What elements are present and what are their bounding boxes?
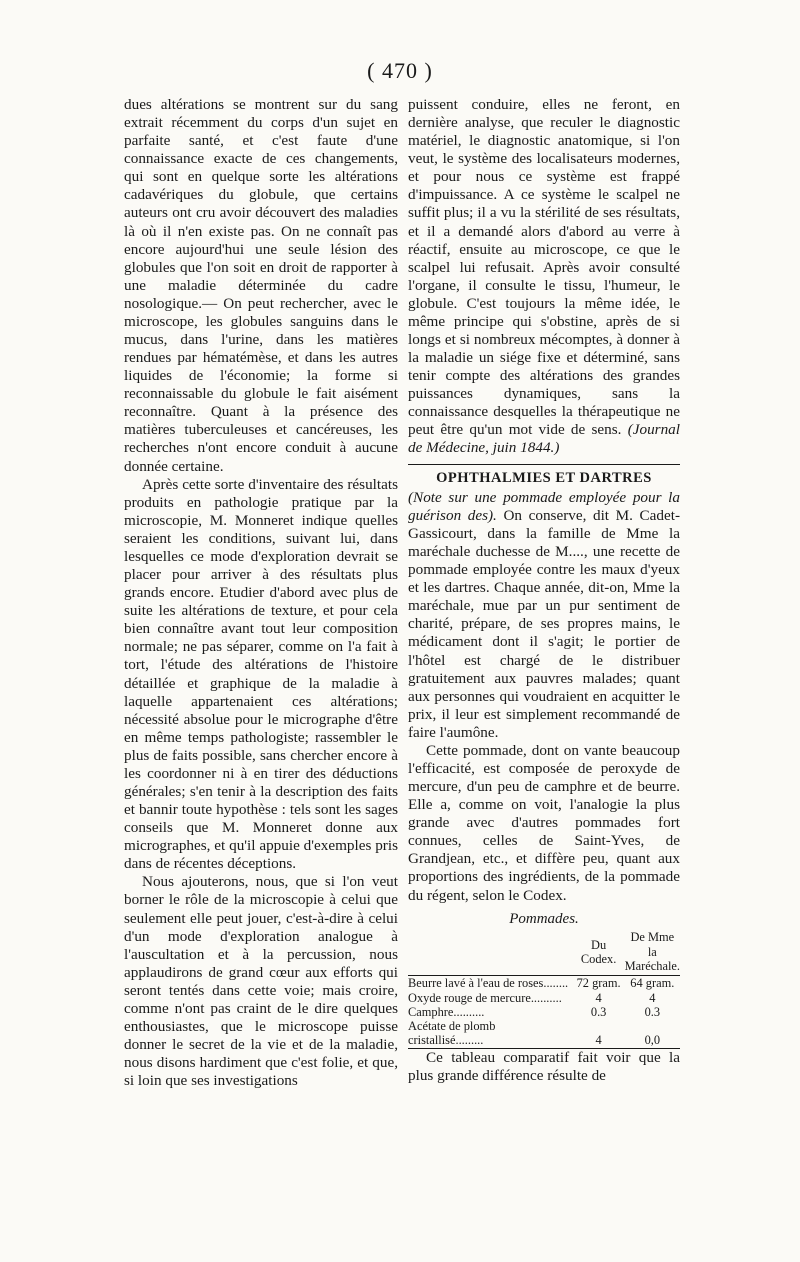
codex-value: 0.3 xyxy=(590,1004,607,1019)
recipe-table xyxy=(408,930,680,1048)
table-row xyxy=(408,976,680,990)
table-col-codex: Du Codex. xyxy=(580,937,617,966)
codex-value: 4 xyxy=(595,990,602,1005)
section-title: OPHTHALMIES ET DARTRES xyxy=(408,464,680,487)
codex-value: 72 gram. xyxy=(576,976,621,991)
journal-citation: (Journal de Médecine, juin 1844.) xyxy=(408,421,680,457)
left-paragraph-2: Après cette sorte d'inventaire des résultats produits en pathologie pratique par la microscopie, M. Monneret indique quelles seraient les conditions, suivant lui, dans lesquelles ce mode d'exploration devrait se placer pour arriver à des résultats plus grands encore. Etudier d'abord avec plus de suite les altérations de texture, et pour cela bien connaître avant tout leur composition normale; ne pas séparer, comme on l'a fait à tort, l'étude des altérations de l'histoire détaillée et graphique de la maladie à laquelle appartenaient ces altérations; nécessité absolue pour le micrographe d'être en même temps pathologiste; rassembler le plus de faits possible, sans chercher encore à les coordonner ni à en tirer des déductions générales; s'en tenir à la description des faits et bannir toute hypothèse : tels sont les sages conseils que M. Monneret donne aux micrographes, et qu'il appuie d'exemples pris dans de récentes déceptions. xyxy=(124,475,398,873)
ingredient: Camphre.......... xyxy=(408,1004,485,1019)
section-body-text: On conserve, dit M. Cadet-Gassicourt, dans la famille de Mme la maréchale duchesse de M...., une recette de pommade employée contre les maux d'yeux et les dartres. Chaque année, dit-on, Mme la maréchale, mue par un pur sentiment de charité, prépare, de ses propres mains, le médicament dont il s'agit; le portier de l'hôtel est chargé de le distribuer gratuitement aux pauvres malades; quant aux personnes qui voudraient en acquitter le prix, il leur est simplement recommandé de faire l'aumône. xyxy=(408,506,681,741)
section-body xyxy=(408,489,680,742)
left-column xyxy=(124,96,398,1090)
table-header-row xyxy=(408,930,680,975)
marechale-value: 0.3 xyxy=(644,1004,661,1019)
marechale-value: 4 xyxy=(649,990,656,1005)
left-paragraph-1: dues altérations se montrent sur du sang extrait récemment du corps d'un sujet en parfaite santé, et c'est faute d'une connaissance exacte de ces changements, qui sont en quelque sorte les altérations cadavériques du globule, que certains auteurs ont cru avoir découvert des maladies là où il n'en existe pas. On ne connaît pas encore aujourd'hui une seule lésion des globules que l'on soit en droit de rapporter à une maladie déterminée du cadre nosologique.— On peut rechercher, avec le microscope, les globules sanguins dans le mucus, dans l'urine, dans les matières rendues par hématémèse, et dans les autres liquides de l'économie; la forme si reconnaissable du globule le fait aisément reconnaître. Quant à la présence des matières tuberculeuses et cancéreuses, les recherches n'ont encore conduit à aucune donnée certaine. xyxy=(124,96,398,475)
right-paragraph-3: Ce tableau comparatif fait voir que la plus grande différence résulte de xyxy=(408,1048,680,1084)
right-paragraph-2: Cette pommade, dont on vante beaucoup l'efficacité, est composée de peroxyde de mercure, d'un peu de camphre et de beurre. Elle a, comme on voit, l'analogie la plus grande avec d'autres pommades fort connues, celles de Saint-Yves, de Grandjean, etc., et diffère peu, quant aux proportions des ingrédients, de la pommade du régent, selon le Codex. xyxy=(408,741,680,904)
codex-value: 4 xyxy=(595,1033,602,1048)
marechale-value: 64 gram. xyxy=(630,976,675,991)
left-paragraph-3: Nous ajouterons, nous, que si l'on veut borner le rôle de la microscopie à celui que seulement elle peut jouer, c'est-à-dire à celui d'un mode d'exploration analogue à l'auscultation et à la percussion, nous applaudirons de grand cœur aux efforts qui seront tentés dans cette voie; mais croire, comme n'ont pas craint de le dire quelques enthousiastes, que le microscope puisse donner le secret de la vie et de la maladie, nous disons hardiment que c'est folie, et que, si loin que ses investigations xyxy=(124,873,398,1090)
page-number: ( 470 ) xyxy=(367,58,433,83)
ingredient: Beurre lavé à l'eau de roses........ xyxy=(408,976,569,991)
table-row xyxy=(408,1019,680,1048)
table-row xyxy=(408,1005,680,1019)
right-paragraph-1-text: puissent conduire, elles ne feront, en dernière analyse, que reculer le diagnostic matériel, le diagnostic anatomique, si l'on veut, le système des localisateurs modernes, et pour nous ce système est frappé d'impuissance. A ce système le scalpel ne suffit plus; il a vu la stérilité de ses résultats, et il a demandé alors d'abord au verre à réactif, ensuite au microscope, ce que le scalpel lui refusait. Après avoir consulté l'organe, il consulte le tissu, l'humeur, le globule. C'est toujours la même idée, le même principe qui s'obstine, après de si longs et si nombreux mécomptes, à donner à la maladie un siége fixe et déterminé, sans tenir compte des altérations des grandes puissances dynamiques, sans la connaissance desquelles la thérapeutique ne peut être qu'un mot vide de sens. xyxy=(408,96,680,439)
table-row xyxy=(408,991,680,1005)
right-column xyxy=(408,96,680,1085)
section-subtitle: (Note sur une pommade employée pour la guérison des). xyxy=(408,488,680,524)
ingredient: Oxyde rouge de mercure.......... xyxy=(408,990,562,1005)
table-col-marechale: De Mme la Maréchale. xyxy=(624,930,681,973)
marechale-value: 0,0 xyxy=(644,1033,661,1048)
table-heading: Pommades. xyxy=(509,910,579,927)
ingredient: Acétate de plomb cristallisé......... xyxy=(408,1019,496,1048)
right-paragraph-1 xyxy=(408,96,680,458)
